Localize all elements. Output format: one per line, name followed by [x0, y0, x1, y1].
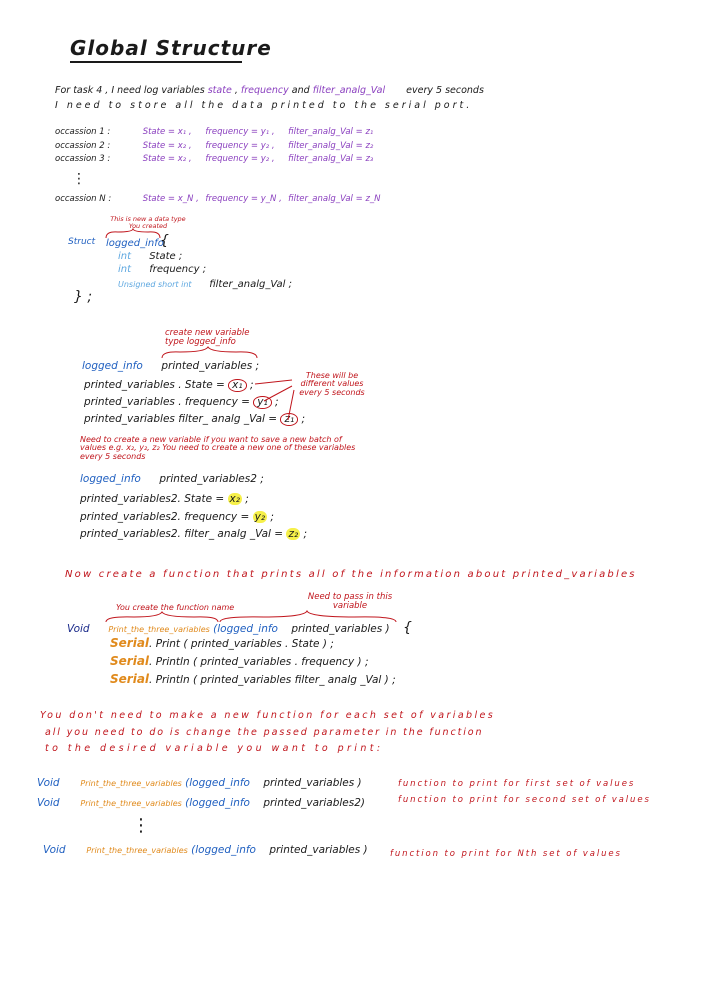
new-batch-annotation: Need to create a new variable if you want to save a new batch of values e.g. x₂, y₂, z₂ You need to create a new one of these variables every 5 seconds [80, 435, 356, 461]
occasion-frequency: frequency = y_N , [205, 194, 282, 204]
assignment-lhs: printed_variables2. State = [80, 493, 225, 505]
field-type: int [118, 251, 132, 262]
struct-field [118, 265, 206, 275]
serial-keyword: Serial [110, 636, 150, 650]
assignment-line [80, 512, 274, 523]
intro-filter-word: filter_analg_Val [312, 85, 386, 96]
intro-state-word: state [207, 85, 232, 96]
function-name: Print_the_three_variables [108, 625, 210, 634]
occasion-row [55, 155, 373, 164]
occasion-filter: filter_analg_Val = z₂ [288, 141, 374, 151]
call-param-type: (logged_info [185, 777, 250, 789]
serial-keyword: Serial [110, 654, 150, 668]
difference-pointer-lines [240, 374, 300, 426]
serial-call [110, 637, 334, 650]
struct-name: logged_info [106, 238, 164, 249]
function-name-annotation: You create the function name [116, 603, 235, 612]
struct-keyword: Struct [68, 237, 96, 247]
declaration-name: printed_variables ; [161, 360, 260, 372]
occasion-label: occassion 2 : [55, 141, 111, 151]
call-function-name: Print_the_three_variables [86, 846, 188, 855]
declaration-1 [82, 361, 259, 372]
occasion-label: occassion N : [55, 194, 112, 204]
occasion-frequency: frequency = y₁ , [205, 127, 275, 137]
serial-call-args: . Println ( printed_variables filter_ analg _Val ) ; [149, 674, 396, 686]
field-type: int [118, 264, 132, 275]
assignment-value: y₂ [254, 511, 266, 523]
explanation-line-3: to the desired variable you want to print: [45, 743, 384, 754]
occasion-label: occassion 1 : [55, 127, 111, 137]
call-function-name: Print_the_three_variables [80, 799, 182, 808]
struct-field [118, 252, 182, 262]
assignment-end: ; [249, 379, 254, 391]
occasion-frequency: frequency = y₂ , [205, 154, 275, 164]
declaration-2 [80, 474, 264, 485]
call-void: Void [43, 844, 66, 856]
occasion-state: State = x₂ , [142, 154, 192, 164]
vertical-ellipsis: ⋮ [72, 171, 86, 187]
call-line [43, 845, 368, 856]
serial-call-args: . Println ( printed_variables . frequency ) ; [149, 656, 369, 668]
assignment-line [84, 379, 254, 392]
intro-text: For task 4 , I need log variables [55, 85, 205, 96]
call-arg: printed_variables ) [263, 777, 362, 789]
call-line [37, 778, 362, 789]
intro-comma: , [234, 85, 238, 96]
assignment-lhs: printed_variables filter_ analg _Val = [84, 413, 278, 425]
serial-call [110, 673, 396, 686]
declaration-name: printed_variables2 ; [159, 473, 264, 485]
call-note: function to print for second set of values [398, 795, 651, 805]
declaration-type: logged_info [80, 473, 141, 485]
assignment-line [80, 494, 249, 505]
function-param-name: printed_variables ) [291, 623, 390, 635]
serial-keyword: Serial [110, 672, 150, 686]
occasion-frequency: frequency = y₂ , [205, 141, 275, 151]
call-param-type: (logged_info [191, 844, 256, 856]
struct-brace-open: { [160, 233, 169, 249]
occasion-label: occassion 3 : [55, 154, 111, 164]
field-name: State ; [149, 251, 183, 262]
call-note: function to print for Nth set of values [390, 849, 622, 859]
assignment-end: ; [270, 511, 274, 523]
call-note: function to print for first set of values [398, 779, 636, 789]
assignment-value: z₂ [288, 528, 299, 540]
intro-line-1 [55, 86, 484, 96]
explanation-line-1: You don't need to make a new function for each set of variables [40, 710, 496, 721]
assignment-end: ; [245, 493, 249, 505]
call-line [37, 798, 365, 809]
occasion-filter: filter_analg_Val = z_N [288, 194, 381, 204]
struct-brace-close: } ; [74, 289, 93, 305]
assignment-value: y₁ [253, 396, 271, 409]
field-type: Unsigned short int [118, 280, 192, 289]
explanation-line-2: all you need to do is change the passed parameter in the function [45, 727, 484, 738]
struct-annotation: This is new a data type You created [110, 215, 186, 231]
title-underline [70, 61, 242, 63]
call-void: Void [37, 777, 60, 789]
intro-line-2: I need to store all the data printed to the serial port. [55, 100, 473, 111]
field-name: filter_analg_Val ; [209, 279, 292, 290]
vertical-ellipsis: ⋮ [132, 815, 150, 836]
new-variable-annotation: create new variable type logged_info [165, 328, 250, 348]
function-void: Void [67, 623, 90, 635]
difference-annotation: These will be different values every 5 seconds [299, 371, 365, 397]
new-variable-brace [160, 346, 260, 360]
occasion-filter: filter_analg_Val = z₁ [288, 127, 374, 137]
occasion-state: State = x_N , [142, 194, 199, 204]
call-void: Void [37, 797, 60, 809]
struct-field [118, 280, 292, 290]
occasion-row [55, 128, 373, 137]
assignment-end: ; [275, 396, 279, 408]
occasion-state: State = x₁ , [142, 127, 192, 137]
page-title: Global Structure [70, 36, 272, 60]
assignment-line [80, 529, 307, 540]
assignment-end: ; [303, 528, 308, 540]
function-intro: Now create a function that prints all of the information about printed_variables [65, 569, 637, 580]
intro-tail: every 5 seconds [406, 85, 484, 96]
assignment-lhs: printed_variables2. frequency = [80, 511, 250, 523]
assignment-lhs: printed_variables . State = [84, 379, 225, 391]
occasion-filter: filter_analg_Val = z₃ [288, 154, 374, 164]
pass-variable-annotation: Need to pass in this variable [307, 592, 393, 611]
assignment-lhs: printed_variables . frequency = [84, 396, 250, 408]
function-param-type: (logged_info [213, 623, 278, 635]
assignment-value: z₁ [280, 413, 298, 426]
intro-and-word: and [291, 85, 310, 96]
occasion-state: State = x₂ , [142, 141, 192, 151]
assignment-lhs: printed_variables2. filter_ analg _Val = [80, 528, 284, 540]
function-brace: { [402, 620, 412, 636]
serial-call-args: . Print ( printed_variables . State ) ; [149, 638, 334, 650]
field-name: frequency ; [149, 264, 207, 275]
call-arg: printed_variables2) [263, 797, 365, 809]
declaration-type: logged_info [82, 360, 143, 372]
occasion-row [55, 142, 373, 151]
call-function-name: Print_the_three_variables [80, 779, 182, 788]
function-signature [67, 621, 412, 635]
intro-frequency-word: frequency [240, 85, 289, 96]
occasion-row [55, 195, 381, 204]
assignment-end: ; [301, 413, 306, 425]
assignment-value: x₁ [228, 379, 246, 392]
assignment-value: x₂ [229, 493, 240, 505]
call-arg: printed_variables ) [269, 844, 368, 856]
serial-call [110, 655, 368, 668]
call-param-type: (logged_info [185, 797, 250, 809]
